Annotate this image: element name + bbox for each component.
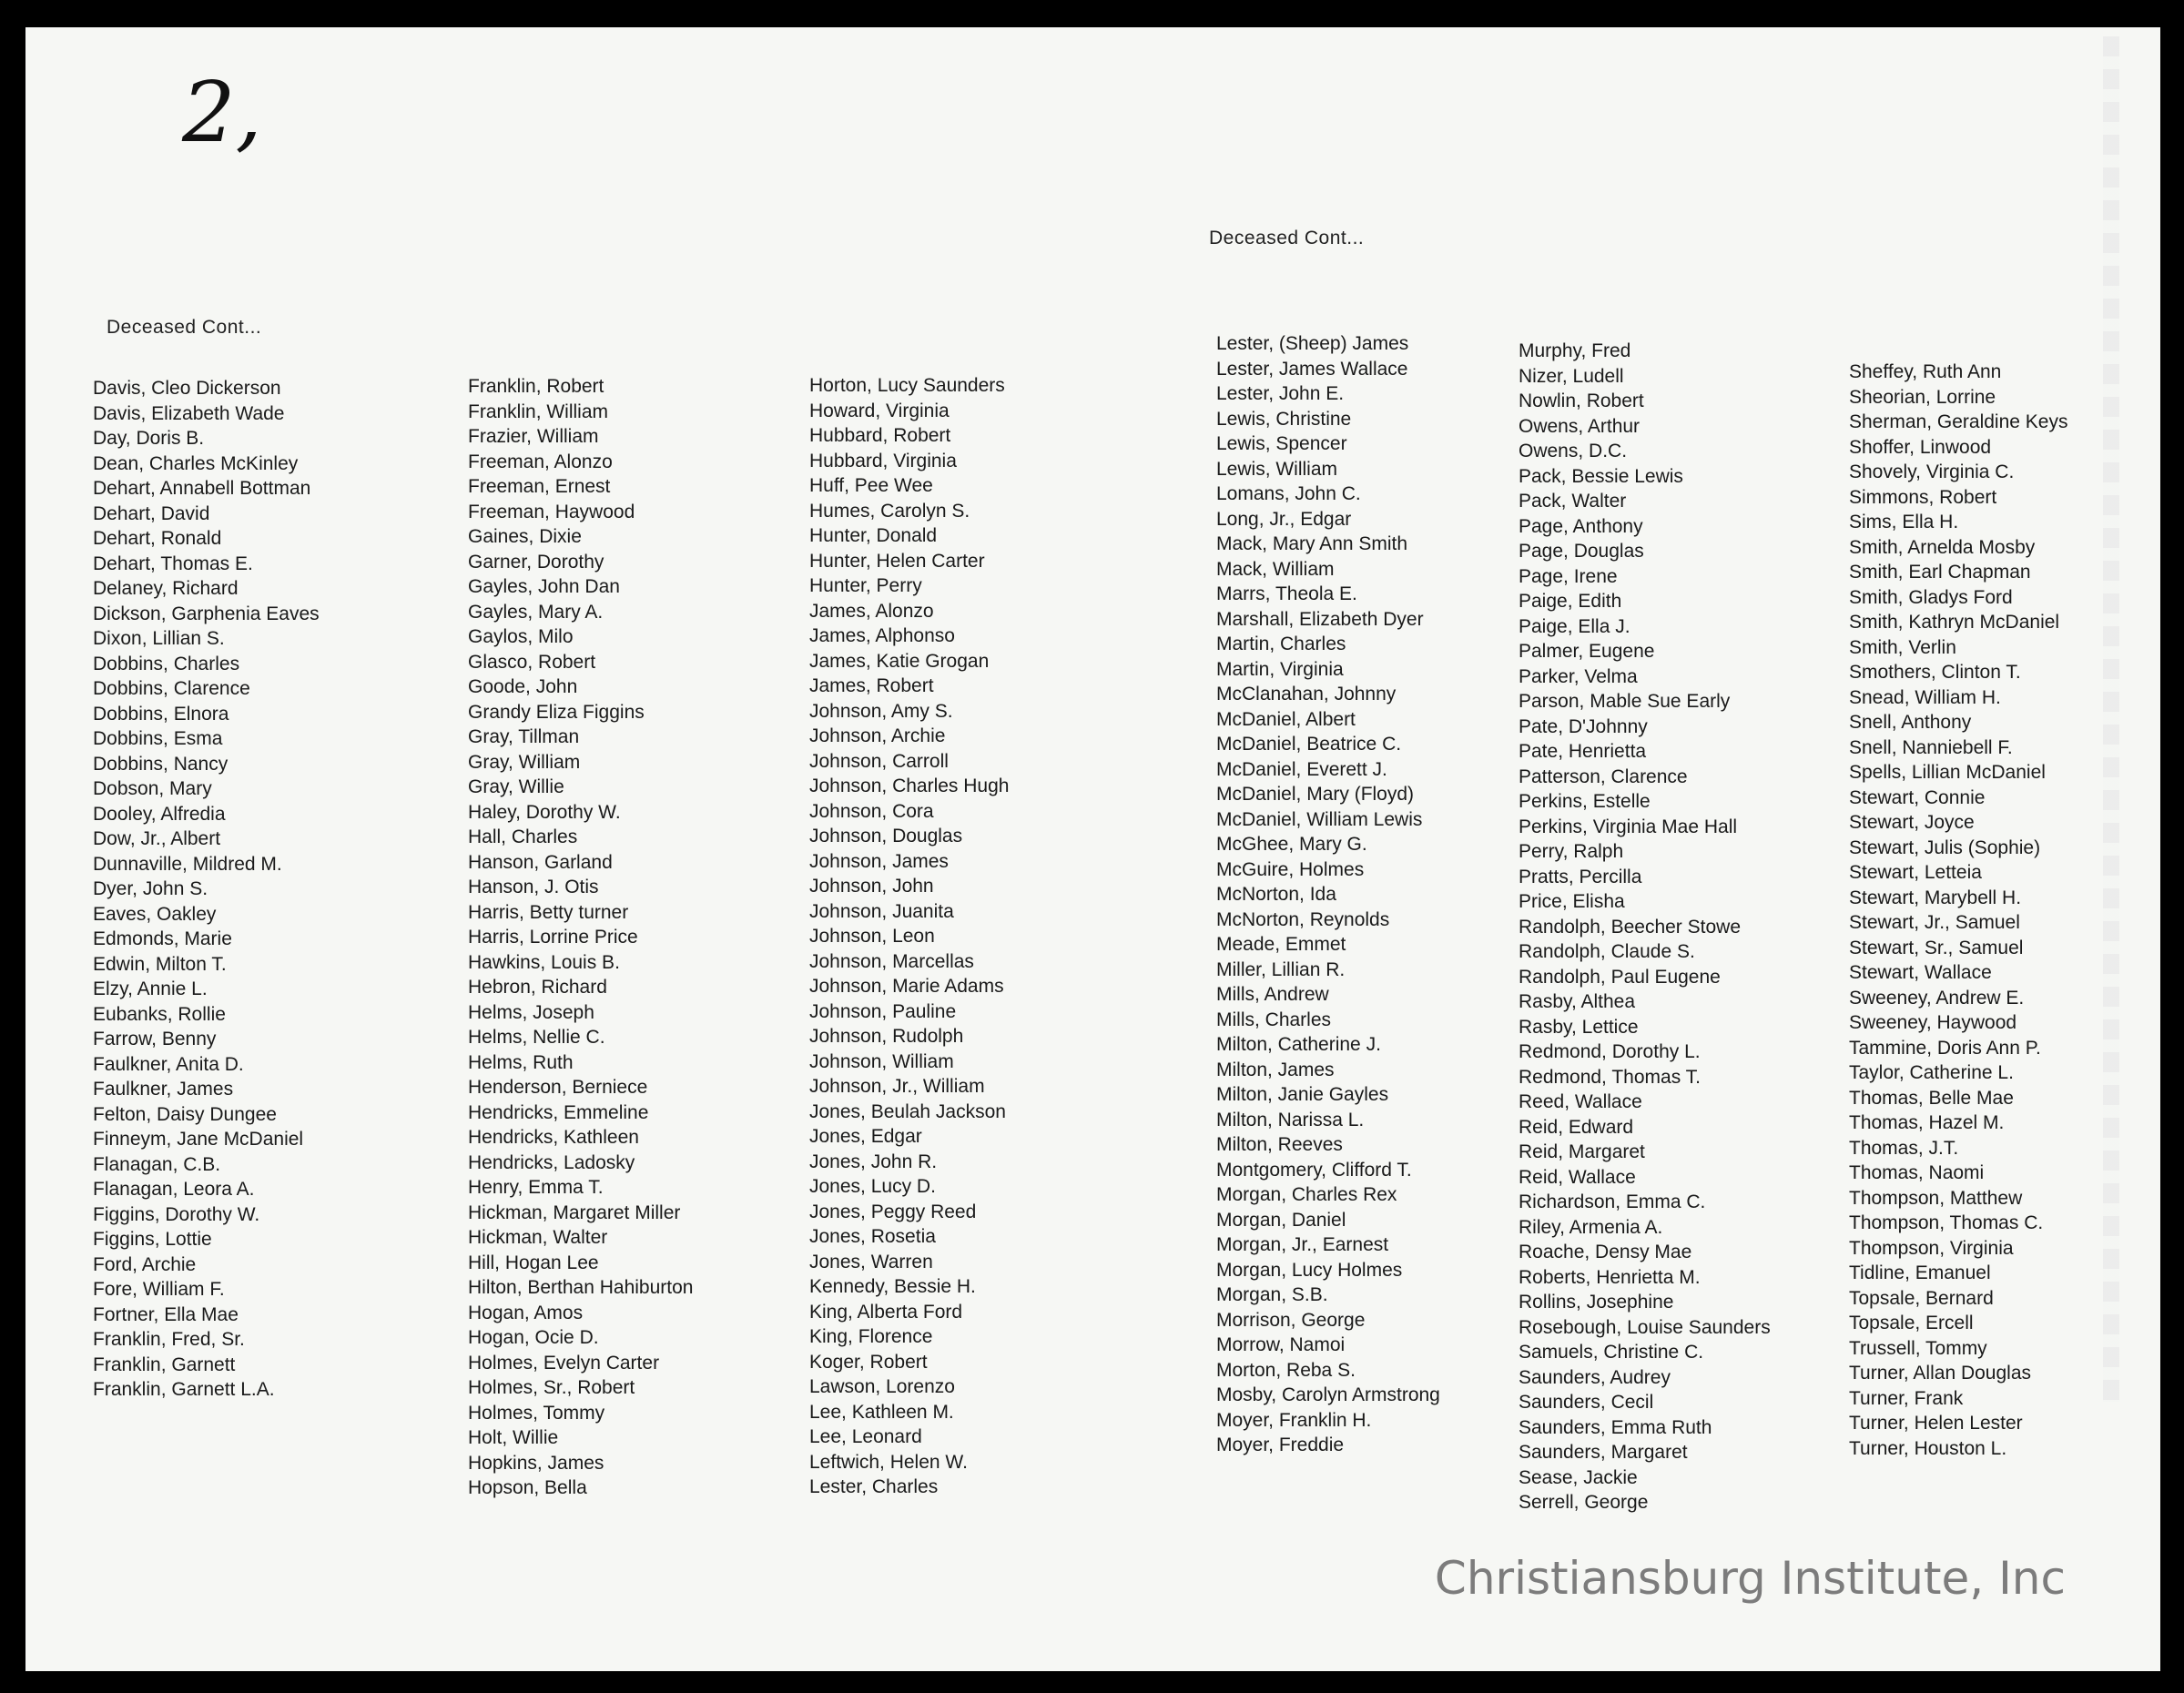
name-column-5 [1519,339,1771,1516]
name-entry: Milton, Catherine J. [1216,1034,1381,1055]
name-entry: Jones, Peggy Reed [809,1201,977,1222]
name-entry: Shoffer, Linwood [1849,436,1992,458]
name-entry: Marrs, Theola E. [1216,583,1357,604]
name-entry: Mills, Andrew [1216,984,1329,1005]
name-entry: Sweeney, Andrew E. [1849,987,2025,1009]
name-entry: Milton, James [1216,1059,1335,1080]
name-entry: Fore, William F. [93,1279,225,1300]
name-entry: Davis, Elizabeth Wade [93,402,285,424]
name-entry: Simmons, Robert [1849,486,1997,508]
name-entry: King, Florence [809,1326,933,1347]
name-column-1 [93,376,320,1403]
name-entry: Helms, Nellie C. [468,1027,605,1048]
name-entry: Grandy Eliza Figgins [468,701,645,723]
name-entry: Haley, Dorothy W. [468,801,621,823]
name-entry: Shovely, Virginia C. [1849,461,2015,482]
name-entry: Saunders, Emma Ruth [1519,1416,1712,1438]
name-entry: Hebron, Richard [468,977,607,998]
name-entry: Stewart, Connie [1849,786,1986,808]
name-entry: Pate, Henrietta [1519,741,1647,762]
name-entry: Paige, Edith [1519,591,1622,612]
name-entry: Parson, Mable Sue Early [1519,691,1731,712]
name-entry: Turner, Helen Lester [1849,1413,2023,1434]
name-entry: Lewis, William [1216,458,1338,480]
name-entry: Turner, Houston L. [1849,1437,2007,1459]
name-entry: Davis, Cleo Dickerson [93,378,281,399]
name-entry: Perkins, Estelle [1519,791,1651,812]
name-entry: Dobbins, Esma [93,728,223,749]
name-entry: Edwin, Milton T. [93,953,227,975]
name-entry: Figgins, Lottie [93,1229,212,1250]
name-entry: Reid, Margaret [1519,1141,1645,1162]
name-entry: Johnson, Cora [809,800,934,822]
name-entry: Milton, Reeves [1216,1134,1343,1155]
name-entry: Smith, Kathryn McDaniel [1849,612,2060,633]
name-entry: Martin, Virginia [1216,658,1344,680]
name-entry: Pratts, Percilla [1519,866,1642,887]
name-entry: Holt, Willie [468,1427,559,1448]
name-entry: Johnson, Charles Hugh [809,776,1010,796]
name-entry: Stewart, Joyce [1849,812,1975,833]
name-entry: Smith, Gladys Ford [1849,586,2013,608]
name-entry: Richardson, Emma C. [1519,1191,1706,1212]
name-entry: Randolph, Claude S. [1519,941,1695,962]
name-column-6 [1849,360,2067,1461]
name-column-3 [809,373,1009,1500]
name-entry: Paige, Ella J. [1519,615,1630,637]
name-entry: Johnson, Carroll [809,750,949,772]
document-page [25,27,2160,1671]
name-entry: Edmonds, Marie [93,928,232,949]
name-entry: Lester, (Sheep) James [1216,333,1409,354]
name-entry: Topsale, Ercell [1849,1313,1974,1333]
name-entry: Jones, Beulah Jackson [809,1100,1006,1122]
name-entry: Rasby, Althea [1519,991,1636,1012]
name-entry: Stewart, Wallace [1849,962,1992,983]
name-entry: Tammine, Doris Ann P. [1849,1037,2041,1059]
name-entry: Stewart, Letteia [1849,862,1982,883]
name-entry: Johnson, Pauline [809,1000,957,1022]
section-header-left: Deceased Cont... [107,317,262,338]
name-entry: Freeman, Ernest [468,476,611,497]
name-entry: Dehart, David [93,502,210,524]
name-entry: Taylor, Catherine L. [1849,1062,2014,1083]
name-entry: Henry, Emma T. [468,1177,604,1198]
name-entry: McDaniel, Beatrice C. [1216,734,1402,755]
name-entry: James, Katie Grogan [809,650,990,672]
name-entry: Dow, Jr., Albert [93,828,221,849]
name-entry: Holmes, Tommy [468,1402,605,1424]
name-entry: Redmond, Thomas T. [1519,1066,1701,1088]
name-entry: Hanson, Garland [468,851,613,873]
name-entry: Rosebough, Louise Saunders [1519,1316,1771,1338]
name-entry: Milton, Narissa L. [1216,1109,1365,1130]
name-entry: Hogan, Ocie D. [468,1327,599,1348]
name-entry: Johnson, John [809,876,934,897]
name-entry: Fortner, Ella Mae [93,1303,239,1325]
name-entry: Ford, Archie [93,1253,197,1275]
name-entry: Hendricks, Emmeline [468,1101,649,1123]
name-entry: Dehart, Annabell Bottman [93,478,311,499]
name-entry: Jones, John R. [809,1151,938,1172]
name-entry: Snell, Anthony [1849,712,1972,733]
name-entry: Owens, D.C. [1519,441,1628,461]
name-entry: Gaines, Dixie [468,526,582,547]
name-entry: Lawson, Lorenzo [809,1376,955,1397]
name-entry: Hawkins, Louis B. [468,951,620,973]
name-entry: Eubanks, Rollie [93,1003,226,1025]
name-entry: Hopkins, James [468,1452,604,1474]
name-entry: Randolph, Beecher Stowe [1519,916,1741,938]
name-entry: Pack, Bessie Lewis [1519,465,1683,487]
name-entry: Patterson, Clarence [1519,765,1688,787]
name-entry: Long, Jr., Edgar [1216,508,1352,530]
name-entry: Samuels, Christine C. [1519,1342,1704,1363]
name-entry: Reed, Wallace [1519,1091,1642,1112]
name-entry: Thompson, Thomas C. [1849,1212,2044,1233]
name-entry: Sims, Ella H. [1849,512,1959,532]
name-entry: Nowlin, Robert [1519,390,1644,411]
name-entry: Rasby, Lettice [1519,1016,1639,1038]
name-entry: Lee, Kathleen M. [809,1401,954,1423]
name-entry: Morgan, Lucy Holmes [1216,1259,1403,1281]
name-entry: Smith, Earl Chapman [1849,562,2031,583]
name-entry: Nizer, Ludell [1519,365,1624,387]
name-entry: Johnson, James [809,850,949,872]
name-entry: Morgan, S.B. [1216,1284,1328,1305]
name-entry: Day, Doris B. [93,428,205,449]
name-entry: McNorton, Ida [1216,884,1336,905]
name-entry: Page, Anthony [1519,515,1643,537]
name-entry: Dunnaville, Mildred M. [93,853,282,875]
name-entry: Martin, Charles [1216,634,1346,654]
name-entry: Palmer, Eugene [1519,641,1655,662]
name-entry: Hickman, Margaret Miller [468,1201,681,1223]
name-entry: Pack, Walter [1519,491,1627,512]
name-entry: Perry, Ralph [1519,841,1624,862]
name-entry: McDaniel, Everett J. [1216,758,1387,780]
name-entry: Humes, Carolyn S. [809,500,970,522]
section-header-right: Deceased Cont... [1209,228,1365,248]
name-entry: Elzy, Annie L. [93,978,208,999]
name-entry: Glasco, Robert [468,651,596,673]
name-entry: Lester, Charles [809,1476,939,1497]
name-entry: Freeman, Alonzo [468,451,613,472]
name-entry: James, Alphonso [809,625,955,646]
name-entry: Hickman, Walter [468,1227,608,1248]
name-entry: Mack, Mary Ann Smith [1216,533,1408,554]
name-entry: Eaves, Oakley [93,903,217,925]
name-entry: McGuire, Holmes [1216,858,1365,880]
name-entry: Page, Douglas [1519,541,1644,562]
name-entry: McNorton, Reynolds [1216,908,1390,930]
name-entry: Johnson, Amy S. [809,700,953,722]
name-entry: Gray, William [468,751,581,773]
name-entry: Smothers, Clinton T. [1849,662,2021,683]
name-entry: Howard, Virginia [809,400,950,421]
name-entry: McDaniel, Albert [1216,708,1356,730]
name-entry: McDaniel, Mary (Floyd) [1216,784,1415,805]
name-entry: Faulkner, Anita D. [93,1053,244,1075]
name-entry: Morgan, Daniel [1216,1209,1346,1231]
name-entry: Sheorian, Lorrine [1849,386,1996,408]
name-column-2 [468,374,693,1501]
name-entry: Thomas, Naomi [1849,1162,1985,1183]
name-entry: Franklin, Robert [468,376,604,397]
name-entry: Flanagan, Leora A. [93,1179,255,1200]
name-entry: Moyer, Franklin H. [1216,1409,1372,1431]
name-entry: Milton, Janie Gayles [1216,1084,1389,1105]
name-entry: Morgan, Jr., Earnest [1216,1234,1389,1255]
name-entry: Thompson, Matthew [1849,1187,2023,1209]
name-entry: McGhee, Mary G. [1216,834,1367,855]
name-entry: Delaney, Richard [93,578,239,599]
name-entry: Hopson, Bella [468,1477,587,1498]
name-entry: Hall, Charles [468,826,578,847]
name-entry: Stewart, Julis (Sophie) [1849,836,2041,858]
name-entry: Sease, Jackie [1519,1466,1638,1488]
name-entry: Goode, John [468,676,578,697]
name-entry: Horton, Lucy Saunders [809,375,1005,396]
name-entry: Dean, Charles McKinley [93,452,299,474]
name-entry: Dobbins, Clarence [93,678,250,699]
name-entry: Finneym, Jane McDaniel [93,1129,304,1150]
name-entry: Leftwich, Helen W. [809,1451,968,1473]
name-entry: Hendricks, Ladosky [468,1151,635,1173]
name-entry: Miller, Lillian R. [1216,958,1346,980]
name-entry: Hanson, J. Otis [468,877,599,897]
name-entry: Franklin, Garnett L.A. [93,1379,275,1400]
name-entry: Sherman, Geraldine Keys [1849,411,2068,432]
name-entry: Parker, Velma [1519,665,1638,687]
name-entry: Topsale, Bernard [1849,1287,1994,1309]
name-entry: Harris, Lorrine Price [468,927,638,948]
name-entry: Page, Irene [1519,565,1618,587]
name-entry: Hilton, Berthan Hahiburton [468,1277,694,1298]
name-entry: Rollins, Josephine [1519,1292,1674,1313]
name-entry: Johnson, Douglas [809,826,963,846]
name-entry: Hubbard, Virginia [809,450,957,471]
name-entry: Harris, Betty turner [468,901,629,923]
name-entry: Marshall, Elizabeth Dyer [1216,608,1424,630]
name-entry: Dehart, Ronald [93,528,222,549]
name-entry: Thomas, Hazel M. [1849,1112,2005,1133]
name-entry: Pate, D'Johnny [1519,715,1648,737]
name-entry: Hunter, Donald [809,525,938,546]
name-entry: Saunders, Margaret [1519,1442,1688,1463]
name-column-4 [1216,331,1440,1458]
name-entry: Riley, Armenia A. [1519,1216,1663,1238]
name-entry: Holmes, Sr., Robert [468,1377,635,1398]
name-entry: Johnson, William [809,1050,954,1072]
name-entry: McDaniel, William Lewis [1216,808,1423,830]
name-entry: Holmes, Evelyn Carter [468,1352,660,1374]
name-entry: Henderson, Berniece [468,1077,648,1098]
name-entry: Gayles, John Dan [468,576,620,597]
name-entry: Roberts, Henrietta M. [1519,1266,1701,1288]
name-entry: Thompson, Virginia [1849,1237,2014,1259]
name-entry: Smith, Verlin [1849,636,1956,658]
name-entry: Figgins, Dorothy W. [93,1203,260,1225]
name-entry: Turner, Allan Douglas [1849,1363,2032,1384]
name-entry: Gray, Willie [468,776,564,797]
name-entry: Lewis, Christine [1216,408,1352,430]
name-entry: Saunders, Cecil [1519,1392,1654,1413]
name-entry: Hunter, Perry [809,575,922,596]
name-entry: Lewis, Spencer [1216,433,1347,454]
name-entry: Johnson, Juanita [809,900,954,922]
name-entry: Sweeney, Haywood [1849,1012,2017,1033]
watermark-text: Christiansburg Institute, Inc [1434,1552,2066,1605]
name-entry: Smith, Arnelda Mosby [1849,536,2036,558]
name-entry: McClanahan, Johnny [1216,684,1397,705]
name-entry: Owens, Arthur [1519,415,1641,437]
name-entry: Gaylos, Milo [468,626,574,647]
name-entry: James, Alonzo [809,600,934,622]
name-entry: Mosby, Carolyn Armstrong [1216,1384,1440,1405]
handwritten-page-number: 2, [182,64,262,161]
name-entry: Moyer, Freddie [1216,1434,1345,1455]
name-entry: Morgan, Charles Rex [1216,1184,1397,1205]
name-entry: Dobbins, Elnora [93,703,229,725]
name-entry: Felton, Daisy Dungee [93,1103,277,1125]
name-entry: King, Alberta Ford [809,1301,963,1323]
name-entry: Spells, Lillian McDaniel [1849,762,2046,783]
name-entry: Snead, William H. [1849,686,2001,708]
name-entry: Dickson, Garphenia Eaves [93,603,320,624]
name-entry: Trussell, Tommy [1849,1337,1987,1359]
name-entry: Randolph, Paul Eugene [1519,966,1721,988]
name-entry: Dooley, Alfredia [93,803,226,825]
name-entry: Montgomery, Clifford T. [1216,1159,1412,1181]
name-entry: Hill, Hogan Lee [468,1252,599,1273]
name-entry: Johnson, Marcellas [809,950,974,972]
name-entry: Jones, Rosetia [809,1226,936,1247]
name-entry: Stewart, Marybell H. [1849,887,2022,908]
name-entry: Hogan, Amos [468,1302,584,1323]
name-entry: Hunter, Helen Carter [809,550,985,572]
name-entry: Farrow, Benny [93,1029,217,1049]
name-entry: Morrow, Namoi [1216,1334,1346,1355]
name-entry: Johnson, Rudolph [809,1026,964,1047]
name-entry: Gayles, Mary A. [468,601,604,623]
name-entry: Hendricks, Kathleen [468,1127,639,1148]
name-entry: Dehart, Thomas E. [93,553,253,574]
name-entry: Dixon, Lillian S. [93,628,225,649]
name-entry: James, Robert [809,675,934,696]
name-entry: Snell, Nanniebell F. [1849,736,2013,758]
name-entry: Dobbins, Charles [93,653,240,674]
name-entry: Meade, Emmet [1216,934,1346,955]
name-entry: Franklin, William [468,400,609,422]
name-entry: Dobson, Mary [93,778,212,799]
name-entry: Price, Elisha [1519,891,1625,912]
name-entry: Franklin, Fred, Sr. [93,1329,245,1350]
name-entry: Sheffey, Ruth Ann [1849,361,2002,382]
name-entry: Kennedy, Bessie H. [809,1276,976,1297]
name-entry: Freeman, Haywood [468,501,635,522]
name-entry: Flanagan, C.B. [93,1153,221,1175]
name-entry: Saunders, Audrey [1519,1366,1671,1388]
name-entry: Helms, Joseph [468,1001,594,1023]
name-entry: Garner, Dorothy [468,551,604,573]
name-entry: Koger, Robert [809,1351,928,1373]
name-entry: Murphy, Fred [1519,340,1631,361]
name-entry: Franklin, Garnett [93,1353,236,1375]
name-entry: Stewart, Sr., Samuel [1849,937,2024,958]
name-entry: Helms, Ruth [468,1051,574,1073]
name-entry: Frazier, William [468,426,599,447]
name-entry: Jones, Edgar [809,1126,922,1147]
name-entry: Morton, Reba S. [1216,1359,1356,1381]
name-entry: Stewart, Jr., Samuel [1849,912,2020,933]
name-entry: Lee, Leonard [809,1426,922,1447]
name-entry: Johnson, Jr., William [809,1076,985,1097]
name-entry: Lester, James Wallace [1216,358,1408,380]
name-entry: Reid, Edward [1519,1116,1634,1138]
name-entry: Reid, Wallace [1519,1166,1636,1188]
name-entry: Jones, Warren [809,1251,933,1272]
name-entry: Mills, Charles [1216,1009,1332,1030]
name-entry: Huff, Pee Wee [809,475,933,496]
name-entry: Thomas, Belle Mae [1849,1087,2014,1109]
name-entry: Johnson, Archie [809,725,946,746]
name-entry: Faulkner, James [93,1079,234,1100]
name-entry: Jones, Lucy D. [809,1176,936,1197]
name-entry: Serrell, George [1519,1492,1649,1513]
name-entry: Morrison, George [1216,1309,1366,1331]
page-edge-strip [2103,36,2119,1402]
name-entry: Dobbins, Nancy [93,753,229,775]
name-entry: Johnson, Leon [809,926,935,947]
name-entry: Thomas, J.T. [1849,1137,1959,1159]
name-entry: Roache, Densy Mae [1519,1242,1692,1262]
name-entry: Turner, Frank [1849,1387,1964,1409]
name-entry: Lester, John E. [1216,383,1345,404]
name-entry: Lomans, John C. [1216,483,1361,504]
name-entry: Gray, Tillman [468,726,580,747]
name-entry: Redmond, Dorothy L. [1519,1041,1701,1062]
name-entry: Tidline, Emanuel [1849,1262,1991,1283]
name-entry: Dyer, John S. [93,878,208,899]
name-entry: Perkins, Virginia Mae Hall [1519,816,1738,837]
name-entry: Johnson, Marie Adams [809,976,1004,997]
name-entry: Mack, William [1216,558,1335,580]
name-entry: Hubbard, Robert [809,425,951,446]
